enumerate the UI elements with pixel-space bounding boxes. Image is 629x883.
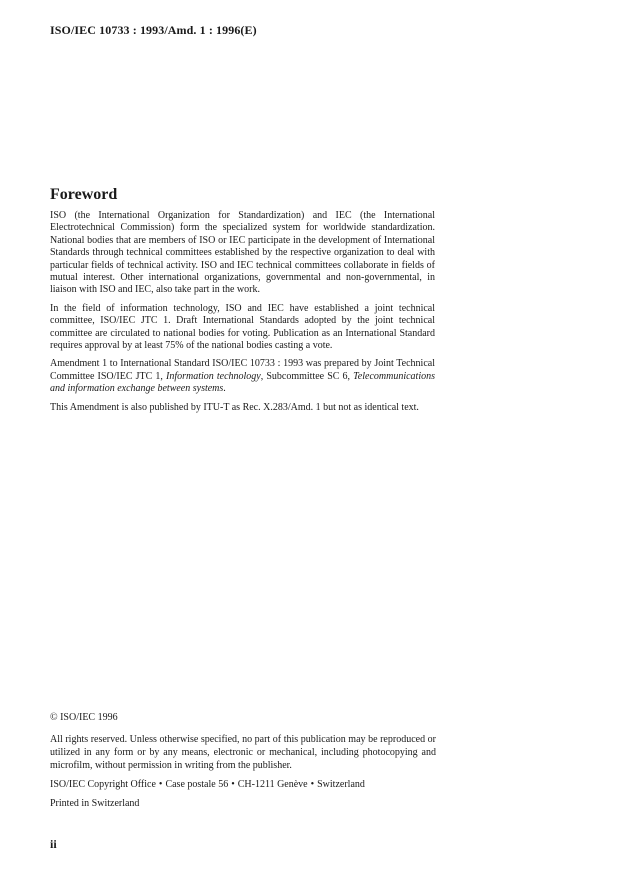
bullet-separator: • xyxy=(231,779,235,790)
copyright-notice: © ISO/IEC 1996 xyxy=(50,712,118,723)
copyright-block xyxy=(50,711,436,816)
paragraph-3-prefix: Amendment 1 to International Standard ISO/IEC 10733 : 1993 was prepared by Joint Technical Committee ISO/IEC JTC 1, xyxy=(50,358,435,382)
foreword-body xyxy=(50,210,435,420)
foreword-paragraph-1: ISO (the International Organization for Standardization) and IEC (the International Electrotechnical Commission) form the specialized system for worldwide standardization. National bodies that are members of ISO or IEC participate in the development of International Standards through technical committees established by the respective organization to deal with particular fields of technical activity. ISO and IEC technical committees collaborate in fields of mutual interest. Other international organizations, governmental and non-governmental, in liaison with ISO and IEC, also take part in the work. xyxy=(50,210,435,296)
printed-in: Printed in Switzerland xyxy=(50,798,140,809)
paragraph-3-suffix: . xyxy=(223,383,226,395)
committee-title: Information technology xyxy=(166,370,261,382)
office-name: ISO/IEC Copyright Office xyxy=(50,779,156,790)
bullet-separator: • xyxy=(158,779,163,790)
office-country: Switzerland xyxy=(317,779,365,790)
paragraph-3-middle: , Subcommittee SC 6, xyxy=(260,370,354,382)
office-city: CH-1211 Genève xyxy=(237,779,308,790)
subcommittee-title: Telecommunications and information exchange between systems xyxy=(50,370,435,395)
bullet-separator: • xyxy=(310,779,315,790)
foreword-paragraph-2: In the field of information technology, ISO and IEC have established a joint technical committee, ISO/IEC JTC 1. Draft International Standards adopted by the joint technical committee are circulated to national bodies for voting. Publication as an International Standard requires approval by at least 75% of the national bodies casting a vote. xyxy=(50,302,435,352)
foreword-paragraph-3 xyxy=(50,358,435,395)
page-number: ii xyxy=(50,837,57,851)
copyright-office-address xyxy=(50,778,436,791)
office-postal-box: Case postale 56 xyxy=(165,779,229,790)
page-header: ISO/IEC 10733 : 1993/Amd. 1 : 1996(E) xyxy=(50,23,257,37)
foreword-heading: Foreword xyxy=(50,186,118,203)
foreword-paragraph-4: This Amendment is also published by ITU-T as Rec. X.283/Amd. 1 but not as identical text. xyxy=(50,401,419,413)
rights-statement: All rights reserved. Unless otherwise specified, no part of this publication may be reproduced or utilized in any form or by any means, electronic or mechanical, including photocopying and microfilm, without permission in writing from the publisher. xyxy=(50,734,436,771)
